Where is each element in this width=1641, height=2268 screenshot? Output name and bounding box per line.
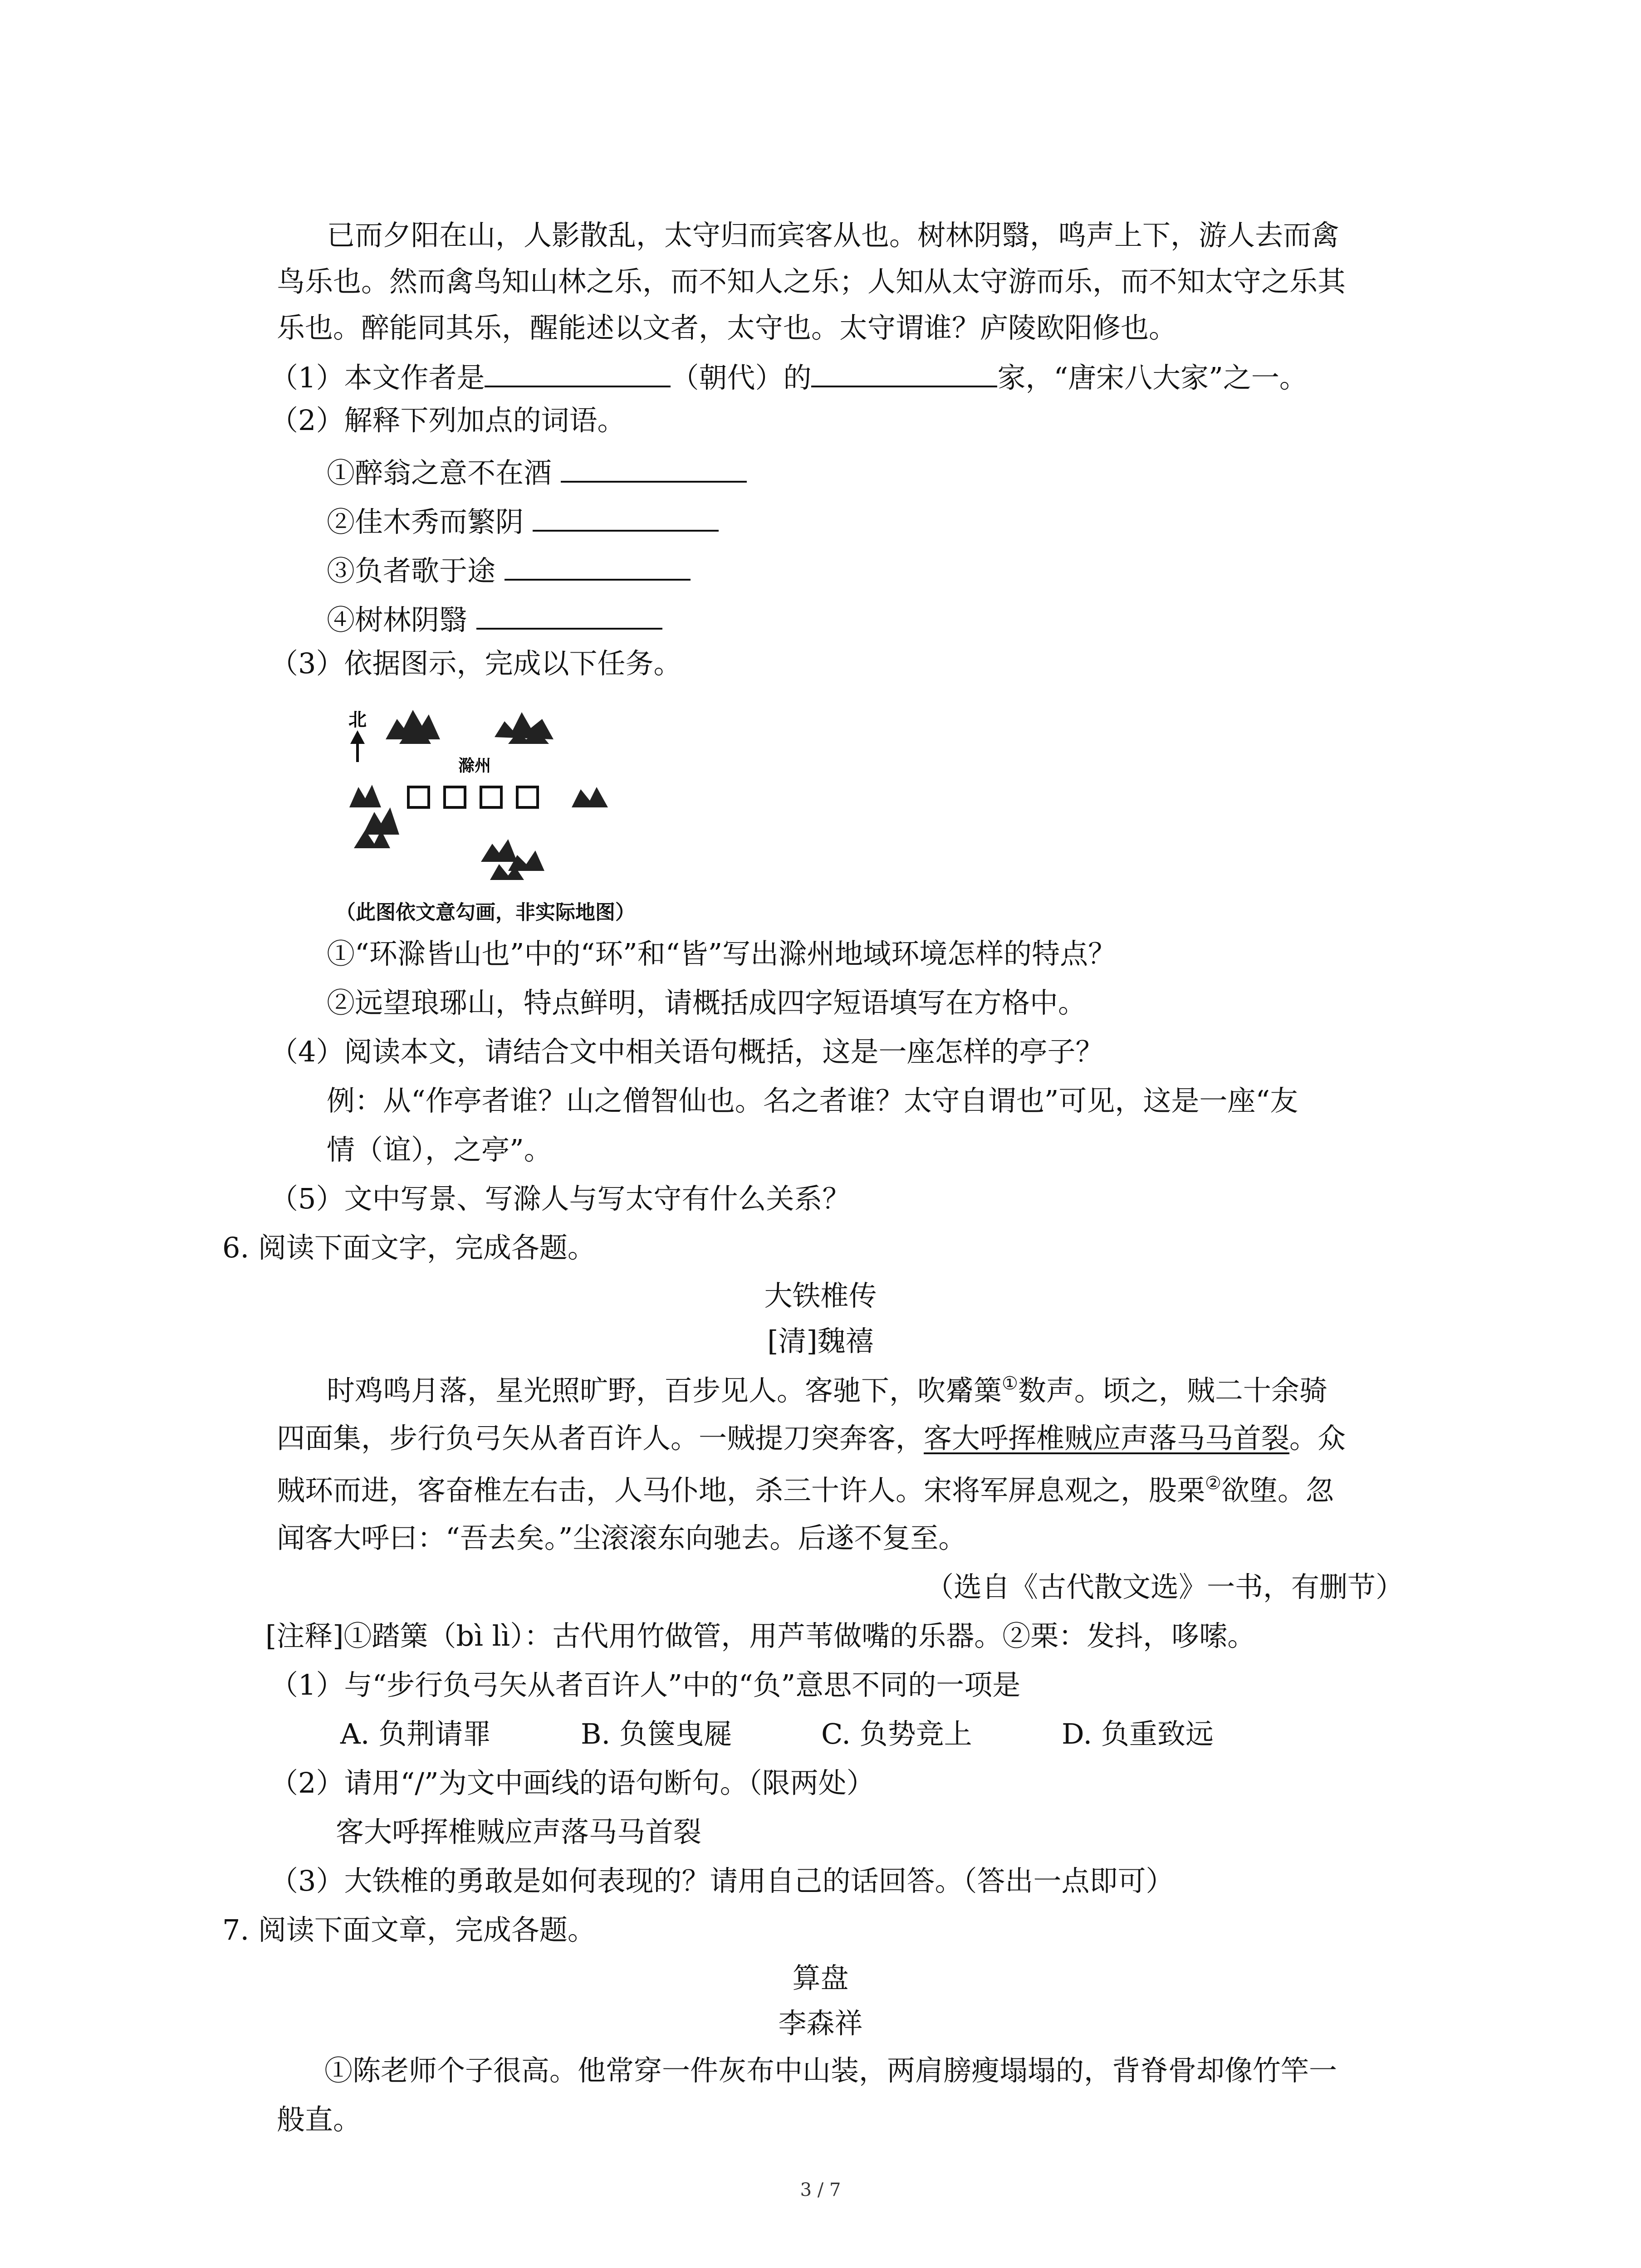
q6-text: 。众 — [1289, 1422, 1346, 1455]
question-3: （3）依据图示，完成以下任务。 — [270, 647, 682, 680]
north-label: 北 — [348, 709, 367, 730]
question-1-part-a: （1）本文作者是 — [270, 361, 485, 394]
question-1-part-b: （朝代）的 — [671, 361, 812, 394]
footnote-marker-2: ② — [1205, 1473, 1221, 1494]
underlined-sentence: 客大呼挥椎贼应声落马马首裂 — [924, 1422, 1290, 1455]
footnote-marker-1: ① — [1002, 1373, 1018, 1394]
vocab-item-1 — [327, 455, 747, 487]
q6-passage-author: [清]魏禧 — [767, 1325, 874, 1358]
q6-text: 时鸡鸣月落，星光照旷野，百步见人。客驰下，吹觱篥 — [327, 1374, 1002, 1407]
mountains-south-icon — [481, 839, 544, 880]
q6-sentence-to-punctuate: 客大呼挥椎贼应声落马马首裂 — [336, 1815, 702, 1848]
chuzhou-map-figure — [336, 694, 653, 907]
vocab-item-1-text: ①醉翁之意不在酒 — [327, 456, 552, 489]
page-number: 3 / 7 — [800, 2180, 841, 2200]
answer-blank-dynasty[interactable] — [485, 360, 671, 387]
vocab-item-4-text: ④树林阴翳 — [327, 603, 468, 636]
passage-line-3: 乐也。醉能同其乐，醒能述以文者，太守也。太守谓谁？庐陵欧阳修也。 — [277, 311, 1177, 344]
q6-text: 四面集，步行负弓矢从者百许人。一贼提刀突奔客， — [277, 1422, 924, 1455]
q7-passage-title: 算盘 — [792, 1961, 849, 1994]
q6-notes: [注释]①踏篥（bì lì）：古代用竹做管，用芦苇做嘴的乐器。②栗：发抖，哆嗦。 — [265, 1619, 1256, 1652]
q7-passage-author: 李森祥 — [778, 2007, 863, 2040]
q6-subquestion-3: （3）大铁椎的勇敢是如何表现的？请用自己的话回答。（答出一点即可） — [270, 1864, 1174, 1897]
question-4-example-line-1: 例：从“作亭者谁？山之僧智仙也。名之者谁？太守自谓也”可见，这是一座“友 — [327, 1084, 1298, 1117]
question-1 — [270, 360, 1308, 392]
question-1-part-c: 家，“唐宋八大家”之一。 — [997, 361, 1308, 394]
vocab-answer-blank-2[interactable] — [533, 504, 719, 532]
q7-passage-line-2: 般直。 — [277, 2103, 362, 2136]
north-arrow-icon — [350, 730, 365, 762]
passage-line-2: 鸟乐也。然而禽鸟知山林之乐，而不知人之乐；人知从太守游而乐，而不知太守之乐其 — [277, 265, 1346, 298]
q6-option-d[interactable]: D. 负重致远 — [1062, 1717, 1214, 1750]
question-7-heading: 7. 阅读下面文章，完成各题。 — [222, 1913, 596, 1946]
mountains-west-icon — [349, 785, 399, 848]
q6-option-a[interactable]: A. 负荆请罪 — [340, 1717, 491, 1750]
q6-text: 数声。顷之，贼二十余骑 — [1018, 1374, 1327, 1407]
q6-text: 欲堕。忽 — [1221, 1474, 1334, 1507]
vocab-answer-blank-3[interactable] — [505, 553, 691, 581]
vocab-item-2-text: ②佳木秀而繁阴 — [327, 505, 524, 538]
vocab-item-4 — [327, 602, 662, 634]
answer-boxes[interactable] — [408, 787, 538, 807]
question-2: （2）解释下列加点的词语。 — [270, 404, 626, 437]
q7-passage-line-1: ①陈老师个子很高。他常穿一件灰布中山装，两肩膀瘦塌塌的，背脊骨却像竹竿一 — [324, 2054, 1337, 2087]
question-5: （5）文中写景、写滁人与写太守有什么关系？ — [270, 1182, 851, 1215]
q6-option-c[interactable]: C. 负势竞上 — [821, 1717, 972, 1750]
question-6-heading: 6. 阅读下面文字，完成各题。 — [222, 1231, 596, 1264]
q6-source: （选自《古代散文选》一书，有删节） — [926, 1570, 1404, 1603]
q6-passage-line-2 — [277, 1422, 1346, 1455]
q6-text: 贼环而进，客奋椎左右击，人马仆地，杀三十许人。宋将军屏息观之，股栗 — [277, 1474, 1205, 1507]
q6-passage-title: 大铁椎传 — [764, 1279, 877, 1312]
answer-blank-genre[interactable] — [811, 360, 997, 387]
question-4-example-line-2: 情（谊），之亭”。 — [327, 1133, 552, 1166]
q6-passage-line-4: 闻客大呼曰：“吾去矣。”尘滚滚东向驰去。后遂不复至。 — [277, 1521, 967, 1554]
question-4: （4）阅读本文，请结合文中相关语句概括，这是一座怎样的亭子？ — [270, 1035, 1104, 1068]
q6-subquestion-1: （1）与“步行负弓矢从者百许人”中的“负”意思不同的一项是 — [270, 1668, 1021, 1701]
mountains-east-icon — [572, 787, 608, 807]
q6-subquestion-2: （2）请用“/”为文中画线的语句断句。（限两处） — [270, 1766, 875, 1799]
mountains-north-icon — [386, 710, 554, 744]
question-3-task-2: ②远望琅琊山，特点鲜明，请概括成四字短语填写在方格中。 — [327, 986, 1087, 1019]
vocab-item-2 — [327, 504, 719, 536]
city-label: 滁州 — [458, 757, 491, 775]
vocab-item-3 — [327, 553, 691, 585]
vocab-item-3-text: ③负者歌于途 — [327, 554, 496, 587]
question-3-task-1: ①“环滁皆山也”中的“环”和“皆”写出滁州地域环境怎样的特点？ — [327, 937, 1117, 970]
vocab-answer-blank-4[interactable] — [476, 602, 662, 630]
q6-passage-line-1 — [327, 1374, 1327, 1405]
map-caption: （此图依文意勾画，非实际地图） — [336, 901, 635, 924]
passage-line-1: 已而夕阳在山，人影散乱，太守归而宾客从也。树林阴翳，鸣声上下，游人去而禽 — [327, 219, 1340, 252]
vocab-answer-blank-1[interactable] — [561, 455, 747, 483]
q6-option-b[interactable]: B. 负箧曳屣 — [581, 1717, 732, 1750]
q6-passage-line-3 — [277, 1474, 1334, 1505]
